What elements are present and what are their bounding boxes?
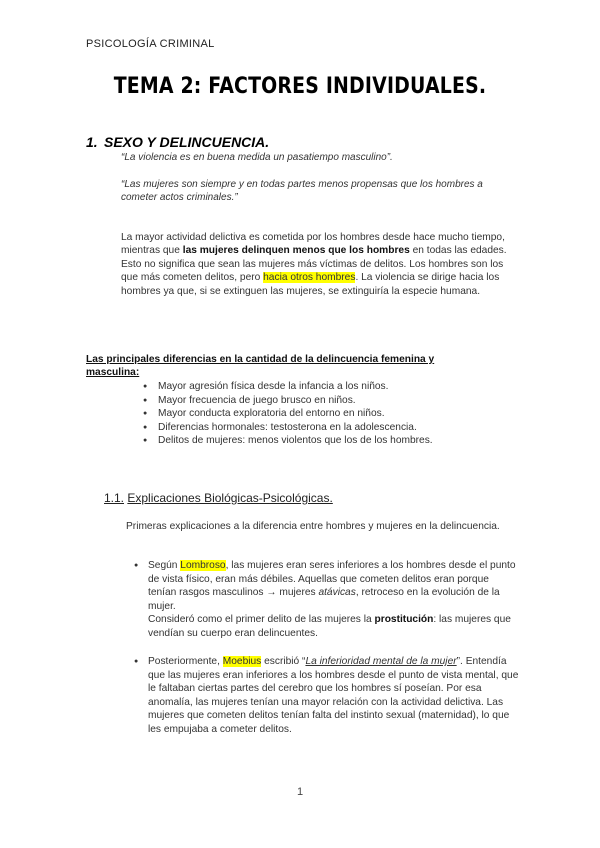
list-item: ● Diferencias hormonales: testosterona en la adolescencia. — [143, 421, 523, 435]
section-heading — [86, 134, 269, 150]
subsection-number: 1.1. — [104, 491, 125, 505]
quote-1: “La violencia es en buena medida un pasatiempo masculino”. — [121, 152, 393, 163]
paragraph-1-continued: Esto no significa que sean las mujeres más víctimas de delitos. Los hombres son los que más cometen delitos, pero hacia otros hombres. La violencia se dirige hacia los hombres ya que, si se extinguen las mujeres, se extinguiría la especie humana. — [121, 258, 504, 297]
differences-heading: Las principales diferencias en la cantidad de la delincuencia femenina y masculina: — [86, 354, 435, 378]
book-title: La inferioridad mental de la mujer — [305, 656, 457, 667]
list-item: ● Mayor conducta exploratoria del entorno en niños. — [143, 407, 523, 421]
quote-2: “Las mujeres son siempre y en todas partes menos propensas que los hombres a cometer actos criminales.” — [121, 179, 483, 203]
section-number: 1. — [86, 134, 98, 150]
subsection-heading — [104, 491, 333, 505]
list-item: ● Mayor frecuencia de juego brusco en niños. — [143, 394, 523, 408]
highlighted-phrase: hacia otros hombres — [263, 272, 356, 284]
list-item-moebius — [134, 655, 520, 736]
lombroso-text-2: Consideró como el primer delito de las mujeres la prostitución: las mujeres que vendían su cuerpo eran delincuentes. — [148, 614, 511, 639]
bold-term: prostitución — [374, 614, 434, 625]
bold-phrase: las mujeres delinquen menos que los hombres — [182, 245, 410, 257]
moebius-text: Posteriormente, Moebius escribió “La inferioridad mental de la mujer”. Entendía que las mujeres eran inferiores a los hombres desde el punto de vista mental, que le faltaban ciertas partes del cerebro que los hombres sí poseían. Por esa anomalía, las mujeres tenían una mayor relación con la actividad delictiva. Las mujeres que cometen delitos tenían falta del instinto sexual (maternidad), lo que les empujaba a cometer delitos. — [148, 656, 519, 735]
subsection-title: Explicaciones Biológicas-Psicológicas. — [127, 491, 333, 505]
italic-term: atávicas — [318, 587, 356, 598]
list-item: ● Delitos de mujeres: menos violentos que los de los hombres. — [143, 434, 523, 448]
bullet-icon: ● — [134, 658, 139, 665]
highlighted-name: Lombroso — [180, 560, 226, 571]
running-header: PSICOLOGÍA CRIMINAL — [86, 38, 215, 50]
differences-list — [143, 380, 523, 448]
list-item: ● Mayor agresión física desde la infancia a los niños. — [143, 380, 523, 394]
page-title: TEMA 2: FACTORES INDIVIDUALES. — [113, 74, 487, 99]
section-title: SEXO Y DELINCUENCIA. — [104, 134, 270, 150]
bullet-icon: ● — [134, 562, 139, 569]
list-item-lombroso — [134, 559, 520, 640]
lombroso-text: Según Lombroso, las mujeres eran seres inferiores a los hombres desde el punto de vista físico, eran más débiles. Aquellas que cometen delitos eran porque tenían rasgos masculinos → mujeres atávicas, retroceso en la evolución de la mujer. — [148, 560, 516, 612]
page-number: 1 — [296, 786, 304, 798]
paragraph-1 — [121, 231, 521, 298]
intro-paragraph: Primeras explicaciones a la diferencia entre hombres y mujeres en la delincuencia. — [126, 521, 500, 532]
paragraph-1-line: La mayor actividad delictiva es cometida por los hombres desde hace mucho tiempo, mientras que las mujeres delinquen menos que los hombres en todas las edades. — [121, 232, 507, 257]
highlighted-name: Moebius — [222, 656, 262, 667]
